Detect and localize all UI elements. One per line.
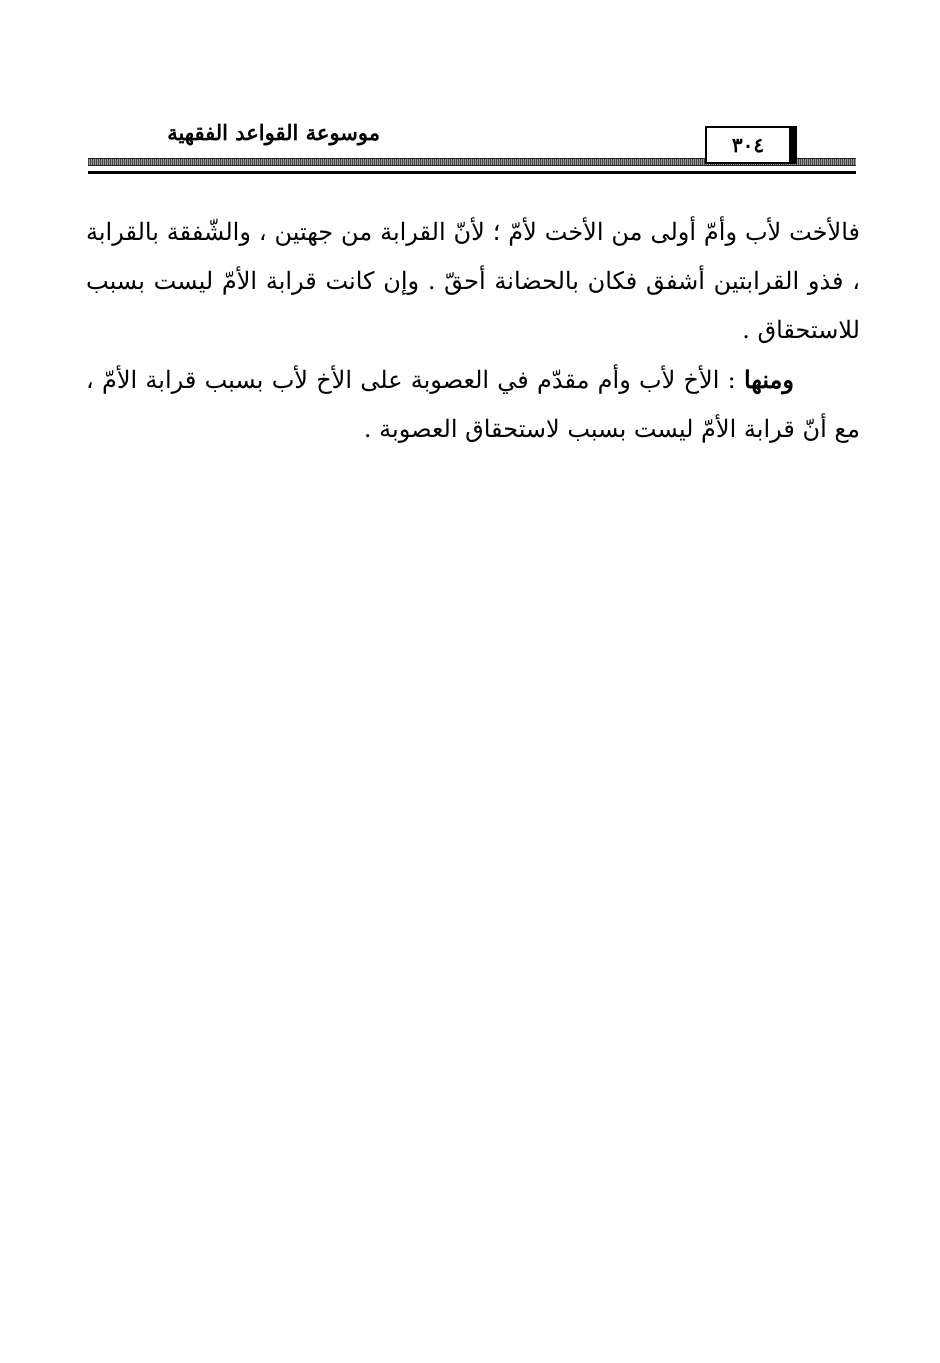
lead-word: ومنها [743, 365, 794, 394]
page-number: ٣٠٤ [705, 126, 791, 164]
page-header [88, 118, 856, 182]
header-rule-thin [88, 171, 856, 174]
body-text [86, 208, 860, 454]
paragraph: فالأخت لأب وأمّ أولى من الأخت لأمّ ؛ لأنّ القرابة من جهتين ، والشّفقة بالقرابة ، فذو القرابتين أشفق فكان بالحضانة أحقّ . وإن كانت قرابة الأمّ ليست بسبب للاستحقاق . [86, 218, 860, 344]
paragraph [86, 355, 860, 454]
paragraph-text: : الأخ لأب وأم مقدّم في العصوبة على الأخ لأب بسبب قرابة الأمّ ، مع أنّ قرابة الأمّ ليست بسبب لاستحقاق العصوبة . [86, 366, 860, 443]
book-title: موسوعة القواعد الفقهية [167, 120, 380, 145]
